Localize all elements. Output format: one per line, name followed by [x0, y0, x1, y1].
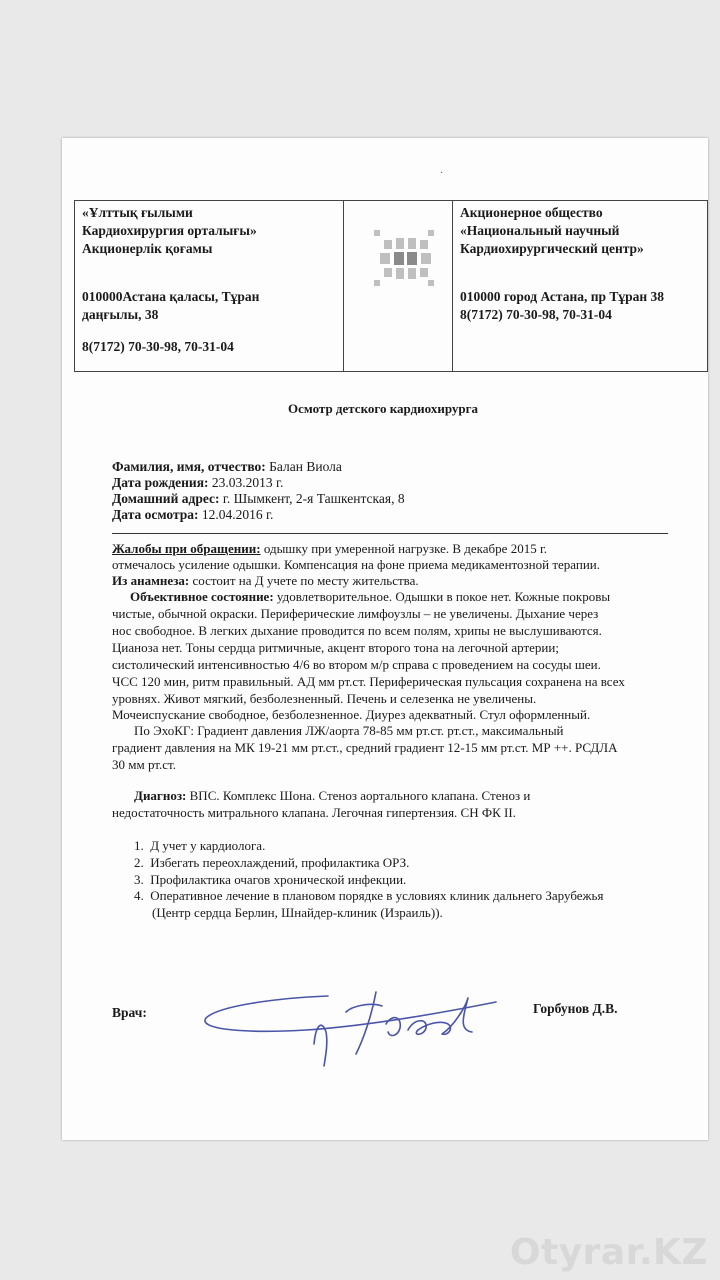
- doctor-label: Врач:: [112, 1005, 147, 1020]
- objective-line-2: чистые, обычной окраски. Периферические лимфоузлы – не увеличены. Дыхание через: [112, 606, 599, 621]
- recommendation-text: Избегать переохлаждений, профилактика ОРЗ.: [150, 855, 410, 870]
- doctor-signature: [196, 984, 506, 1074]
- patient-name-row: [112, 458, 342, 475]
- exam-date-row: [112, 506, 273, 523]
- right-org-line-3: Кардиохирургический центр»: [460, 241, 644, 256]
- patient-dob-label: Дата рождения:: [112, 475, 209, 490]
- site-watermark: Otyrar.KZ: [509, 1232, 708, 1273]
- recommendation-4: [134, 887, 603, 904]
- left-org-line-1: «Ұлттық ғылыми: [82, 205, 193, 220]
- scan-speck: ·: [440, 168, 444, 179]
- recommendation-number: 1.: [134, 838, 144, 853]
- organization-logo: [370, 222, 440, 292]
- patient-dob-value: 23.03.2013 г.: [208, 475, 284, 490]
- patient-name-label: Фамилия, имя, отчество:: [112, 459, 266, 474]
- recommendation-number: 3.: [134, 872, 144, 887]
- document-title: Осмотр детского кардиохирурга: [288, 401, 479, 416]
- objective-label: Объективное состояние:: [130, 589, 274, 604]
- objective-row: [130, 588, 610, 605]
- objective-line-3: нос свободное. В легких дыхание проводится по всем полям, хрипы не выслушиваются.: [112, 623, 602, 638]
- diagnosis-row: [134, 787, 530, 804]
- right-address: 010000 город Астана, пр Тұран 38: [460, 289, 665, 304]
- patient-address-row: [112, 490, 405, 507]
- patient-name-value: Балан Виола: [265, 459, 342, 474]
- section-divider: [112, 533, 668, 534]
- anamnesis-row: [112, 572, 419, 589]
- left-address-line-1: 010000Астана қаласы, Тұран: [82, 289, 260, 304]
- echo-line-2: градиент давления на МК 19-21 мм рт.ст., средний градиент 12-15 мм рт.ст. МР ++. РСДЛА: [112, 740, 618, 755]
- recommendation-text: Оперативное лечение в плановом порядке в условиях клиник дальнего Зарубежья: [150, 888, 604, 903]
- anamnesis-value: состоит на Д учете по месту жительства.: [189, 573, 419, 588]
- recommendation-1: [134, 837, 265, 854]
- patient-dob-row: [112, 474, 283, 491]
- objective-line-8: Мочеиспускание свободное, безболезненное. Диурез адекватный. Стул оформленный.: [112, 707, 591, 722]
- objective-line-5: систолический интенсивностью 4/6 во втором м/р справа с проведением на сосуды шеи.: [112, 657, 601, 672]
- complaints-text-2: отмечалось усиление одышки. Компенсация на фоне приема медикаментозной терапии.: [112, 557, 601, 572]
- objective-line-7: уровнях. Живот мягкий, безболезненный. Печень и селезенка не увеличены.: [112, 691, 537, 706]
- right-phone: 8(7172) 70-30-98, 70-31-04: [460, 307, 612, 322]
- exam-date-label: Дата осмотра:: [112, 507, 199, 522]
- letterhead-divider-left: [343, 201, 344, 371]
- diagnosis-text-1: ВПС. Комплекс Шона. Стеноз аортального клапана. Стеноз и: [186, 788, 531, 803]
- recommendation-text: Д учет у кардиолога.: [150, 838, 266, 853]
- diagnosis-text-2: недостаточность митрального клапана. Легочная гипертензия. СН ФК II.: [112, 805, 516, 820]
- objective-line-6: ЧСС 120 мин, ритм правильный. АД мм рт.ст. Периферическая пульсация сохранена на всех: [112, 674, 625, 689]
- complaints-label: Жалобы при обращении:: [112, 541, 261, 556]
- recommendation-text: Профилактика очагов хронической инфекции.: [150, 872, 407, 887]
- complaints-text-1: одышку при умеренной нагрузке. В декабре 2015 г.: [260, 541, 548, 556]
- objective-line-1: удовлетворительное. Одышки в покое нет. Кожные покровы: [273, 589, 611, 604]
- recommendation-3: [134, 871, 406, 888]
- objective-line-4: Цианоза нет. Тоны сердца ритмичные, акцент второго тона на легочной артерии;: [112, 640, 559, 655]
- echo-line-3: 30 мм рт.ст.: [112, 757, 176, 772]
- right-org-line-1: Акционерное общество: [460, 205, 603, 220]
- left-org-line-2: Кардиохирургия орталығы»: [82, 223, 257, 238]
- letterhead-divider-right: [452, 201, 453, 371]
- exam-date-value: 12.04.2016 г.: [198, 507, 274, 522]
- patient-address-value: г. Шымкент, 2-я Ташкентская, 8: [219, 491, 405, 506]
- left-address-line-2: даңғылы, 38: [82, 307, 159, 322]
- anamnesis-label: Из анамнеза:: [112, 573, 190, 588]
- left-phone: 8(7172) 70-30-98, 70-31-04: [82, 339, 234, 354]
- complaints-row: [112, 540, 547, 557]
- left-org-line-3: Акционерлік қоғамы: [82, 241, 213, 256]
- right-org-line-2: «Национальный научный: [460, 223, 620, 238]
- recommendation-number: 2.: [134, 855, 144, 870]
- patient-address-label: Домашний адрес:: [112, 491, 220, 506]
- recommendation-number: 4.: [134, 888, 144, 903]
- recommendation-4-continued: (Центр сердца Берлин, Шнайдер-клиник (Израиль)).: [152, 905, 443, 920]
- echo-line-1: По ЭхоКГ: Градиент давления ЛЖ/аорта 78-85 мм рт.ст. рт.ст., максимальный: [134, 723, 564, 738]
- doctor-name: Горбунов Д.В.: [533, 1001, 618, 1016]
- recommendation-2: [134, 854, 409, 871]
- diagnosis-label: Диагноз:: [134, 788, 187, 803]
